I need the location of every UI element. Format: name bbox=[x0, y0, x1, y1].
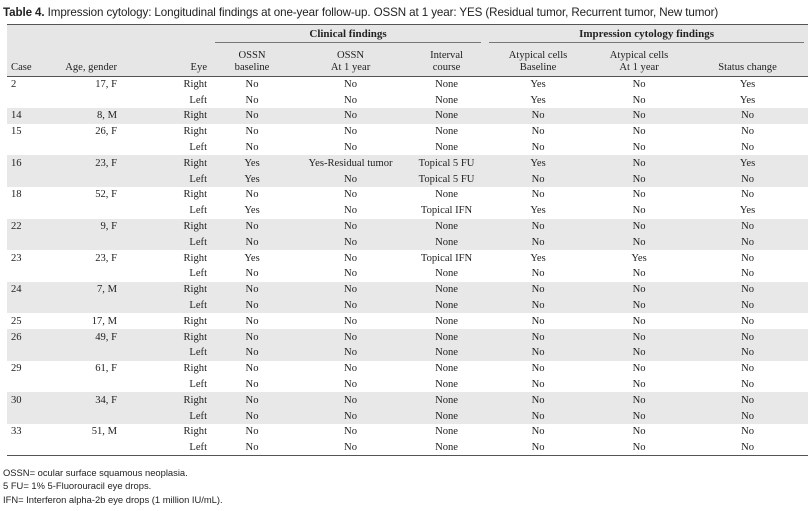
table-row bbox=[7, 266, 808, 282]
table-row bbox=[7, 124, 808, 140]
age-gender-cell bbox=[59, 234, 121, 250]
header-column-row bbox=[7, 45, 808, 77]
age-gender-cell: 23, F bbox=[59, 155, 121, 171]
table-row bbox=[7, 345, 808, 361]
eye-cell: Left bbox=[121, 140, 211, 156]
table-row bbox=[7, 440, 808, 456]
atypical-baseline-cell: Yes bbox=[485, 250, 591, 266]
case-cell: 14 bbox=[7, 108, 59, 124]
atypical-1yr-cell: No bbox=[591, 187, 687, 203]
table-row bbox=[7, 219, 808, 235]
table-row bbox=[7, 77, 808, 93]
ossn-1yr-cell: No bbox=[293, 377, 408, 393]
age-gender-cell bbox=[59, 266, 121, 282]
ossn-1yr-cell: No bbox=[293, 345, 408, 361]
ossn-baseline-cell: Yes bbox=[211, 155, 293, 171]
table-title: Impression cytology: Longitudinal findings at one-year follow-up. OSSN at 1 year: YES (Residual tumor, Recurrent tumor, New tumor) bbox=[44, 6, 719, 19]
case-cell bbox=[7, 345, 59, 361]
atypical-baseline-cell: Yes bbox=[485, 203, 591, 219]
ossn-1yr-cell: No bbox=[293, 77, 408, 93]
eye-cell: Right bbox=[121, 361, 211, 377]
interval-course-cell: None bbox=[408, 140, 485, 156]
atypical-1yr-cell: No bbox=[591, 345, 687, 361]
atypical-baseline-cell: No bbox=[485, 313, 591, 329]
eye-cell: Right bbox=[121, 250, 211, 266]
col-ossn-1yr: OSSN At 1 year bbox=[293, 45, 408, 77]
atypical-baseline-cell: No bbox=[485, 298, 591, 314]
age-gender-cell: 52, F bbox=[59, 187, 121, 203]
interval-course-cell: None bbox=[408, 187, 485, 203]
eye-cell: Left bbox=[121, 266, 211, 282]
atypical-1yr-cell: No bbox=[591, 266, 687, 282]
atypical-1yr-cell: No bbox=[591, 171, 687, 187]
interval-course-cell: None bbox=[408, 377, 485, 393]
atypical-1yr-cell: No bbox=[591, 408, 687, 424]
age-gender-cell: 17, M bbox=[59, 313, 121, 329]
ossn-1yr-cell: No bbox=[293, 171, 408, 187]
atypical-baseline-cell: No bbox=[485, 282, 591, 298]
ossn-baseline-cell: No bbox=[211, 219, 293, 235]
interval-course-cell: None bbox=[408, 219, 485, 235]
ossn-baseline-cell: No bbox=[211, 424, 293, 440]
col-case: Case bbox=[7, 45, 59, 77]
eye-cell: Right bbox=[121, 124, 211, 140]
atypical-1yr-cell: No bbox=[591, 124, 687, 140]
case-cell: 15 bbox=[7, 124, 59, 140]
eye-cell: Left bbox=[121, 234, 211, 250]
eye-cell: Right bbox=[121, 108, 211, 124]
status-change-cell: No bbox=[687, 313, 808, 329]
interval-course-cell: None bbox=[408, 266, 485, 282]
ossn-baseline-cell: No bbox=[211, 298, 293, 314]
case-cell: 33 bbox=[7, 424, 59, 440]
footnote-ifn: IFN= Interferon alpha-2b eye drops (1 million IU/mL). bbox=[3, 493, 223, 505]
case-cell bbox=[7, 298, 59, 314]
case-cell: 26 bbox=[7, 329, 59, 345]
interval-course-cell: Topical 5 FU bbox=[408, 155, 485, 171]
clinical-findings-header: Clinical findings bbox=[211, 25, 485, 45]
atypical-1yr-cell: Yes bbox=[591, 250, 687, 266]
eye-cell: Left bbox=[121, 92, 211, 108]
interval-course-cell: None bbox=[408, 77, 485, 93]
interval-course-cell: None bbox=[408, 313, 485, 329]
ossn-baseline-cell: No bbox=[211, 361, 293, 377]
table-row bbox=[7, 187, 808, 203]
col-ossn-baseline: OSSN baseline bbox=[211, 45, 293, 77]
age-gender-cell bbox=[59, 298, 121, 314]
col-atypical-baseline: Atypical cells Baseline bbox=[485, 45, 591, 77]
age-gender-cell bbox=[59, 203, 121, 219]
status-change-cell: Yes bbox=[687, 203, 808, 219]
case-cell: 2 bbox=[7, 77, 59, 93]
case-cell: 18 bbox=[7, 187, 59, 203]
atypical-baseline-cell: No bbox=[485, 171, 591, 187]
eye-cell: Right bbox=[121, 77, 211, 93]
table-caption bbox=[3, 6, 718, 19]
case-cell bbox=[7, 377, 59, 393]
age-gender-cell bbox=[59, 345, 121, 361]
status-change-cell: No bbox=[687, 408, 808, 424]
footnotes bbox=[3, 466, 223, 506]
eye-cell: Right bbox=[121, 313, 211, 329]
atypical-baseline-cell: No bbox=[485, 266, 591, 282]
case-cell bbox=[7, 234, 59, 250]
ossn-1yr-cell: No bbox=[293, 140, 408, 156]
interval-course-cell: Topical IFN bbox=[408, 203, 485, 219]
atypical-1yr-cell: No bbox=[591, 282, 687, 298]
ossn-1yr-cell: No bbox=[293, 392, 408, 408]
ossn-1yr-cell: No bbox=[293, 313, 408, 329]
ossn-1yr-cell: No bbox=[293, 250, 408, 266]
col-age-gender: Age, gender bbox=[59, 45, 121, 77]
footnote-5fu: 5 FU= 1% 5-Fluorouracil eye drops. bbox=[3, 480, 152, 492]
ossn-1yr-cell: No bbox=[293, 124, 408, 140]
status-change-cell: No bbox=[687, 140, 808, 156]
age-gender-cell: 8, M bbox=[59, 108, 121, 124]
ossn-baseline-cell: No bbox=[211, 440, 293, 456]
case-cell: 29 bbox=[7, 361, 59, 377]
ossn-1yr-cell: No bbox=[293, 424, 408, 440]
table-body bbox=[7, 77, 808, 456]
eye-cell: Right bbox=[121, 187, 211, 203]
table-row bbox=[7, 313, 808, 329]
interval-course-cell: None bbox=[408, 124, 485, 140]
ossn-baseline-cell: No bbox=[211, 77, 293, 93]
atypical-baseline-cell: No bbox=[485, 392, 591, 408]
age-gender-cell: 51, M bbox=[59, 424, 121, 440]
case-cell bbox=[7, 92, 59, 108]
case-cell bbox=[7, 140, 59, 156]
status-change-cell: No bbox=[687, 424, 808, 440]
table-row bbox=[7, 282, 808, 298]
age-gender-cell bbox=[59, 140, 121, 156]
age-gender-cell bbox=[59, 377, 121, 393]
interval-course-cell: None bbox=[408, 345, 485, 361]
table-row bbox=[7, 377, 808, 393]
eye-cell: Left bbox=[121, 298, 211, 314]
ossn-baseline-cell: No bbox=[211, 108, 293, 124]
case-cell bbox=[7, 203, 59, 219]
age-gender-cell: 61, F bbox=[59, 361, 121, 377]
atypical-1yr-cell: No bbox=[591, 108, 687, 124]
atypical-1yr-cell: No bbox=[591, 440, 687, 456]
atypical-baseline-cell: No bbox=[485, 234, 591, 250]
col-status-change: Status change bbox=[687, 45, 808, 77]
eye-cell: Right bbox=[121, 282, 211, 298]
atypical-1yr-cell: No bbox=[591, 77, 687, 93]
ossn-1yr-cell: No bbox=[293, 266, 408, 282]
case-cell: 23 bbox=[7, 250, 59, 266]
ossn-1yr-cell: No bbox=[293, 108, 408, 124]
ossn-1yr-cell: No bbox=[293, 361, 408, 377]
atypical-1yr-cell: No bbox=[591, 313, 687, 329]
interval-course-cell: None bbox=[408, 329, 485, 345]
age-gender-cell: 23, F bbox=[59, 250, 121, 266]
table-row bbox=[7, 203, 808, 219]
ossn-baseline-cell: No bbox=[211, 313, 293, 329]
status-change-cell: No bbox=[687, 108, 808, 124]
ossn-1yr-cell: Yes-Residual tumor bbox=[293, 155, 408, 171]
table-row bbox=[7, 361, 808, 377]
findings-table bbox=[7, 24, 808, 456]
atypical-baseline-cell: No bbox=[485, 377, 591, 393]
atypical-baseline-cell: Yes bbox=[485, 155, 591, 171]
eye-cell: Right bbox=[121, 424, 211, 440]
status-change-cell: No bbox=[687, 361, 808, 377]
case-cell bbox=[7, 408, 59, 424]
interval-course-cell: Topical IFN bbox=[408, 250, 485, 266]
ossn-1yr-cell: No bbox=[293, 234, 408, 250]
atypical-1yr-cell: No bbox=[591, 140, 687, 156]
table-row bbox=[7, 298, 808, 314]
status-change-cell: No bbox=[687, 282, 808, 298]
atypical-baseline-cell: No bbox=[485, 140, 591, 156]
interval-course-cell: None bbox=[408, 282, 485, 298]
atypical-1yr-cell: No bbox=[591, 377, 687, 393]
status-change-cell: No bbox=[687, 124, 808, 140]
interval-course-cell: None bbox=[408, 92, 485, 108]
eye-cell: Right bbox=[121, 392, 211, 408]
case-cell bbox=[7, 171, 59, 187]
col-atypical-1yr: Atypical cells At 1 year bbox=[591, 45, 687, 77]
table-row bbox=[7, 250, 808, 266]
ossn-baseline-cell: No bbox=[211, 408, 293, 424]
atypical-1yr-cell: No bbox=[591, 92, 687, 108]
ossn-baseline-cell: Yes bbox=[211, 171, 293, 187]
eye-cell: Right bbox=[121, 219, 211, 235]
table-row bbox=[7, 408, 808, 424]
age-gender-cell: 9, F bbox=[59, 219, 121, 235]
ossn-baseline-cell: No bbox=[211, 124, 293, 140]
ossn-1yr-cell: No bbox=[293, 329, 408, 345]
eye-cell: Right bbox=[121, 155, 211, 171]
table-row bbox=[7, 392, 808, 408]
atypical-baseline-cell: No bbox=[485, 440, 591, 456]
atypical-baseline-cell: Yes bbox=[485, 92, 591, 108]
case-cell: 30 bbox=[7, 392, 59, 408]
ossn-baseline-cell: No bbox=[211, 377, 293, 393]
cytology-findings-header: Impression cytology findings bbox=[485, 25, 808, 45]
atypical-baseline-cell: No bbox=[485, 187, 591, 203]
table-label: Table 4. bbox=[3, 6, 45, 19]
interval-course-cell: None bbox=[408, 408, 485, 424]
status-change-cell: No bbox=[687, 234, 808, 250]
col-eye: Eye bbox=[121, 45, 211, 77]
interval-course-cell: None bbox=[408, 108, 485, 124]
ossn-1yr-cell: No bbox=[293, 219, 408, 235]
table-row bbox=[7, 234, 808, 250]
age-gender-cell bbox=[59, 171, 121, 187]
ossn-baseline-cell: No bbox=[211, 234, 293, 250]
atypical-1yr-cell: No bbox=[591, 424, 687, 440]
status-change-cell: No bbox=[687, 250, 808, 266]
table-row bbox=[7, 424, 808, 440]
atypical-baseline-cell: Yes bbox=[485, 77, 591, 93]
status-change-cell: No bbox=[687, 377, 808, 393]
atypical-1yr-cell: No bbox=[591, 361, 687, 377]
status-change-cell: No bbox=[687, 219, 808, 235]
case-cell: 16 bbox=[7, 155, 59, 171]
ossn-1yr-cell: No bbox=[293, 298, 408, 314]
status-change-cell: No bbox=[687, 171, 808, 187]
atypical-1yr-cell: No bbox=[591, 155, 687, 171]
status-change-cell: No bbox=[687, 392, 808, 408]
atypical-baseline-cell: No bbox=[485, 329, 591, 345]
ossn-baseline-cell: No bbox=[211, 329, 293, 345]
status-change-cell: No bbox=[687, 329, 808, 345]
atypical-1yr-cell: No bbox=[591, 234, 687, 250]
ossn-baseline-cell: Yes bbox=[211, 250, 293, 266]
ossn-1yr-cell: No bbox=[293, 408, 408, 424]
eye-cell: Left bbox=[121, 440, 211, 456]
ossn-baseline-cell: No bbox=[211, 282, 293, 298]
status-change-cell: No bbox=[687, 298, 808, 314]
status-change-cell: No bbox=[687, 440, 808, 456]
ossn-1yr-cell: No bbox=[293, 282, 408, 298]
atypical-baseline-cell: No bbox=[485, 108, 591, 124]
age-gender-cell: 34, F bbox=[59, 392, 121, 408]
table-row bbox=[7, 108, 808, 124]
status-change-cell: No bbox=[687, 187, 808, 203]
atypical-baseline-cell: No bbox=[485, 345, 591, 361]
header-group-row bbox=[7, 25, 808, 45]
interval-course-cell: Topical 5 FU bbox=[408, 171, 485, 187]
interval-course-cell: None bbox=[408, 234, 485, 250]
eye-cell: Left bbox=[121, 345, 211, 361]
interval-course-cell: None bbox=[408, 298, 485, 314]
table-row bbox=[7, 171, 808, 187]
age-gender-cell: 17, F bbox=[59, 77, 121, 93]
atypical-baseline-cell: No bbox=[485, 424, 591, 440]
atypical-1yr-cell: No bbox=[591, 298, 687, 314]
atypical-1yr-cell: No bbox=[591, 203, 687, 219]
interval-course-cell: None bbox=[408, 392, 485, 408]
col-interval-course: Interval course bbox=[408, 45, 485, 77]
ossn-1yr-cell: No bbox=[293, 203, 408, 219]
ossn-1yr-cell: No bbox=[293, 440, 408, 456]
table-row bbox=[7, 140, 808, 156]
atypical-1yr-cell: No bbox=[591, 329, 687, 345]
atypical-1yr-cell: No bbox=[591, 219, 687, 235]
status-change-cell: Yes bbox=[687, 92, 808, 108]
status-change-cell: No bbox=[687, 345, 808, 361]
case-cell: 25 bbox=[7, 313, 59, 329]
table-row bbox=[7, 155, 808, 171]
ossn-baseline-cell: Yes bbox=[211, 203, 293, 219]
eye-cell: Left bbox=[121, 408, 211, 424]
status-change-cell: Yes bbox=[687, 155, 808, 171]
eye-cell: Left bbox=[121, 171, 211, 187]
atypical-1yr-cell: No bbox=[591, 392, 687, 408]
ossn-baseline-cell: No bbox=[211, 187, 293, 203]
age-gender-cell bbox=[59, 440, 121, 456]
ossn-baseline-cell: No bbox=[211, 392, 293, 408]
ossn-1yr-cell: No bbox=[293, 92, 408, 108]
case-cell: 24 bbox=[7, 282, 59, 298]
age-gender-cell: 26, F bbox=[59, 124, 121, 140]
case-cell bbox=[7, 440, 59, 456]
atypical-baseline-cell: No bbox=[485, 361, 591, 377]
status-change-cell: Yes bbox=[687, 77, 808, 93]
eye-cell: Left bbox=[121, 377, 211, 393]
interval-course-cell: None bbox=[408, 424, 485, 440]
ossn-1yr-cell: No bbox=[293, 187, 408, 203]
table-row bbox=[7, 92, 808, 108]
eye-cell: Left bbox=[121, 203, 211, 219]
age-gender-cell: 49, F bbox=[59, 329, 121, 345]
ossn-baseline-cell: No bbox=[211, 345, 293, 361]
footnote-ossn: OSSN= ocular surface squamous neoplasia. bbox=[3, 467, 188, 478]
case-cell: 22 bbox=[7, 219, 59, 235]
status-change-cell: No bbox=[687, 266, 808, 282]
ossn-baseline-cell: No bbox=[211, 266, 293, 282]
case-cell bbox=[7, 266, 59, 282]
age-gender-cell: 7, M bbox=[59, 282, 121, 298]
age-gender-cell bbox=[59, 92, 121, 108]
interval-course-cell: None bbox=[408, 440, 485, 456]
atypical-baseline-cell: No bbox=[485, 124, 591, 140]
ossn-baseline-cell: No bbox=[211, 140, 293, 156]
ossn-baseline-cell: No bbox=[211, 92, 293, 108]
atypical-baseline-cell: No bbox=[485, 219, 591, 235]
atypical-baseline-cell: No bbox=[485, 408, 591, 424]
age-gender-cell bbox=[59, 408, 121, 424]
interval-course-cell: None bbox=[408, 361, 485, 377]
table-row bbox=[7, 329, 808, 345]
eye-cell: Right bbox=[121, 329, 211, 345]
